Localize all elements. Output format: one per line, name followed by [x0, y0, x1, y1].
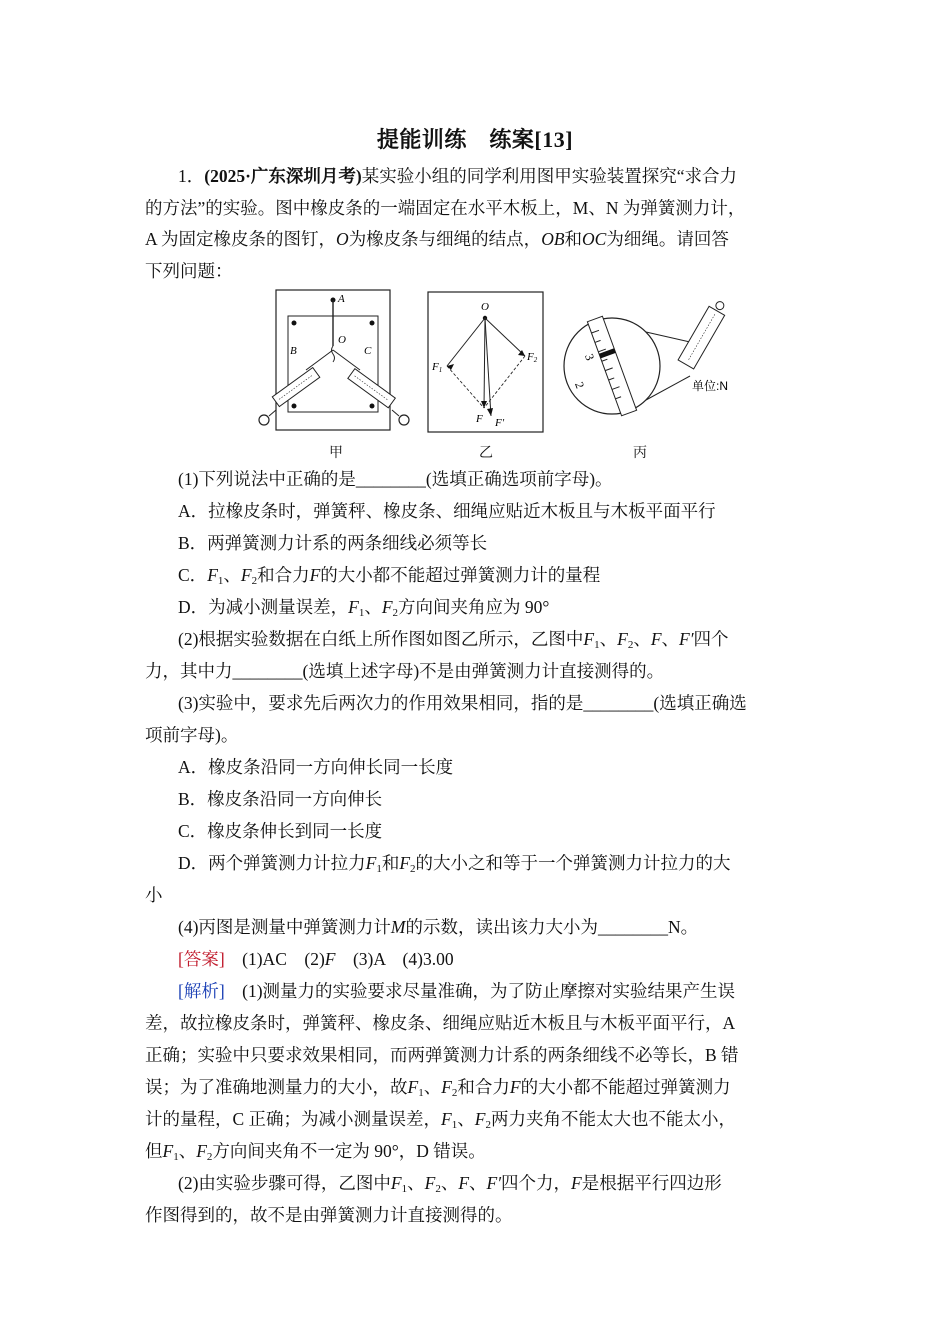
answer-text-1: (1)AC (2)	[224, 949, 325, 969]
sym-F: F	[509, 1077, 521, 1097]
label-F2-letter: F	[527, 351, 534, 363]
sub-two: 2	[206, 1151, 213, 1163]
q1-number: 1．	[178, 166, 205, 186]
sym-F: F	[309, 565, 321, 585]
sub-one: 1	[451, 1119, 458, 1131]
caption-yi: 乙	[479, 446, 493, 461]
sub4-M: M	[390, 917, 406, 937]
sub3-d-end: 的大小之和等于一个弹簧测力计拉力的大	[415, 853, 731, 873]
sub-two: 2	[251, 575, 258, 587]
sub1-c-pre: C．	[178, 565, 208, 585]
caption-bing: 丙	[633, 446, 647, 461]
sub-two: 2	[410, 863, 416, 875]
sub3-option-d	[178, 848, 810, 880]
sym-dun: 、	[457, 1109, 475, 1129]
sym-F: F	[424, 1173, 436, 1193]
sub4-pre: (4)丙图是测量中弹簧测力计	[178, 917, 391, 937]
analysis-4-pre: 误；为了准确地测量力的大小，故	[145, 1077, 408, 1097]
analysis-line-2: 差，故拉橡皮条时，弹簧秤、橡皮条、细绳应贴近木板且与木板平面平行，A	[145, 1013, 736, 1033]
sub3-line-2: 项前字母)。	[145, 725, 239, 745]
sub1-option-d	[178, 592, 810, 624]
label-F2-sub: 2	[533, 356, 538, 364]
sym-F: F	[617, 629, 628, 649]
q1-line-1	[178, 161, 810, 193]
q1-stem-3a: A 为固定橡皮条的图钉，	[145, 229, 337, 249]
analysis-line-6	[145, 1136, 810, 1168]
figure-bing	[560, 298, 740, 426]
label-F1-letter: F	[432, 361, 439, 373]
q1-stem-O: O	[336, 229, 349, 249]
label-F1-sub: 1	[438, 366, 443, 374]
sub-one: 1	[401, 1183, 408, 1195]
answer-text-2: (3)A (4)3.00	[335, 949, 454, 969]
q1-source: (2025·广东深圳月考)	[204, 166, 362, 186]
q1-stem-1: 某实验小组的同学利用图甲实验装置探究“求合力	[361, 166, 738, 186]
sub-one: 1	[173, 1151, 179, 1163]
sub3-option-b: B．橡皮条沿同一方向伸长	[178, 789, 383, 809]
analysis-line-1	[178, 976, 810, 1008]
label-C: C	[364, 345, 372, 357]
sym-F: F	[650, 629, 662, 649]
analysis-6-pre: 但	[145, 1141, 163, 1161]
q1-stem-3b: 为橡皮条与细绳的结点，	[348, 229, 542, 249]
sym-F: F	[571, 1173, 582, 1193]
analysis-line-4	[145, 1072, 810, 1104]
sub1-d-end: 方向间夹角应为 90°	[398, 597, 550, 617]
sub3-option-c: C．橡皮条伸长到同一长度	[178, 821, 383, 841]
sym-F: F	[583, 629, 595, 649]
label-F2	[526, 351, 538, 364]
q1-stem-OC: OC	[582, 229, 607, 249]
sub3-option-d-line-2: 小	[145, 885, 163, 905]
caption-jia: 甲	[329, 446, 343, 461]
sym-F: F	[381, 597, 393, 617]
label-F1	[431, 361, 442, 374]
label-F: F	[476, 413, 483, 425]
sym-F: F	[162, 1141, 174, 1161]
sym-dun: 、	[407, 1173, 425, 1193]
q1-stem-and: 和	[564, 229, 583, 249]
answer-F: F	[324, 949, 336, 969]
label-A: A	[338, 293, 345, 305]
sub3-d-mid: 和	[381, 853, 400, 873]
q1-line-2: 的方法”的实验。图中橡皮条的一端固定在水平木板上，M、N 为弹簧测力计，	[145, 198, 746, 218]
label-O-yi: O	[481, 301, 489, 313]
sub2-pre: (2)根据实验数据在白纸上所作图如图乙所示，乙图中	[178, 629, 584, 649]
sym-F: F	[407, 1077, 419, 1097]
q1-stem-3c: 为细绳。请回答	[606, 229, 729, 249]
sym-F: F	[399, 853, 411, 873]
sym-dun: 、	[469, 1173, 487, 1193]
sub4-end: 的示数，读出该力大小为________N。	[405, 917, 699, 937]
label-Fprime: F′	[495, 417, 505, 429]
q1-line-4: 下列问题：	[145, 261, 233, 281]
analysis-p2-mid: 四个力，	[501, 1173, 572, 1193]
sub-two: 2	[435, 1183, 441, 1195]
sub1-option-b: B．两弹簧测力计系的两条细线必须等长	[178, 533, 488, 553]
sub2-end: 四个	[693, 629, 729, 649]
sym-F: F	[441, 1109, 452, 1129]
sub-one: 1	[376, 863, 382, 875]
sub-two: 2	[451, 1087, 458, 1099]
sub1-option-a: A．拉橡皮条时，弹簧秤、橡皮条、细绳应贴近木板且与木板平面平行	[178, 501, 716, 521]
sym-F: F	[240, 565, 252, 585]
sub3-option-a: A．橡皮条沿同一方向伸长同一长度	[178, 757, 454, 777]
sym-dun: 、	[599, 629, 618, 649]
sub3-line-1: (3)实验中，要求先后两次力的作用效果相同，指的是________(选填正确选	[178, 693, 747, 713]
figure-yi	[427, 290, 547, 436]
sym-dun: 、	[178, 1141, 197, 1161]
analysis-5-pre: 计的量程，C 正确；为减小测量误差，	[145, 1109, 442, 1129]
q1-line-3	[145, 224, 810, 256]
sym-dun: 、	[633, 629, 651, 649]
analysis-p2-line-2: 作图得到的，故不是由弹簧测力计直接测得的。	[145, 1205, 513, 1225]
unit-label: 单位:N	[692, 379, 729, 393]
analysis-text-1: (1)测量力的实验要求尽量准确，为了防止摩擦对实验结果产生误	[224, 981, 736, 1001]
analysis-5-end: 两力夹角不能太大也不能太小，	[490, 1109, 736, 1129]
sub3-d-pre: D．两个弹簧测力计拉力	[178, 853, 366, 873]
label-O-jia: O	[338, 334, 346, 346]
sym-dun: 、	[423, 1077, 442, 1097]
sym-F: F	[207, 565, 218, 585]
sym-Fprime: F′	[486, 1173, 502, 1193]
sub-one: 1	[358, 607, 365, 619]
sub-two: 2	[627, 639, 634, 651]
sub-two: 2	[392, 607, 399, 619]
sub-one: 1	[217, 575, 224, 587]
sub-two: 2	[485, 1119, 491, 1131]
sub-one: 1	[594, 639, 600, 651]
sub1-c-end: 的大小都不能超过弹簧测力计的量程	[320, 565, 601, 585]
sub1-stem: (1)下列说法中正确的是________(选填正确选项前字母)。	[178, 469, 613, 489]
label-B: B	[290, 345, 297, 357]
scale-3: 3	[582, 351, 598, 363]
sub1-option-c	[178, 560, 810, 592]
analysis-4-end: 的大小都不能超过弹簧测力	[520, 1077, 731, 1097]
sym-F: F	[474, 1109, 486, 1129]
analysis-6-end: 方向间夹角不一定为 90°，D 错误。	[212, 1141, 486, 1161]
analysis-line-3: 正确；实验中只要求效果相同，而两弹簧测力计系的两条细线不必等长，B 错	[145, 1045, 739, 1065]
sym-F: F	[365, 853, 377, 873]
sym-F: F	[441, 1077, 452, 1097]
analysis-4-mid: 和合力	[457, 1077, 510, 1097]
sym-Fprime: F′	[679, 629, 694, 649]
page-title: 提能训练 练案[13]	[376, 127, 574, 152]
analysis-p2-pre: (2)由实验步骤可得，乙图中	[178, 1173, 391, 1193]
sub2-line-1	[178, 624, 810, 656]
sym-F: F	[348, 597, 359, 617]
sym-dun: 、	[661, 629, 680, 649]
sym-dun: 、	[223, 565, 241, 585]
analysis-p2-end: 是根据平行四边形	[581, 1173, 722, 1193]
sym-F: F	[458, 1173, 470, 1193]
analysis-tag: [解析]	[178, 981, 225, 1001]
q1-stem-OB: OB	[541, 229, 565, 249]
figure-jia	[254, 288, 414, 438]
sub4-line	[178, 912, 810, 944]
answer-line	[178, 944, 810, 976]
sym-F: F	[196, 1141, 207, 1161]
answer-tag: [答案]	[178, 949, 225, 969]
sym-dun: 、	[440, 1173, 459, 1193]
sub1-c-post: 和合力	[257, 565, 310, 585]
sub1-d-pre: D．为减小测量误差，	[178, 597, 349, 617]
analysis-line-5	[145, 1104, 810, 1136]
analysis-p2-line-1	[178, 1168, 810, 1200]
sub2-line-2: 力，其中力________(选填上述字母)不是由弹簧测力计直接测得的。	[145, 661, 665, 681]
scale-2: 2	[572, 379, 588, 391]
sym-dun: 、	[364, 597, 382, 617]
sym-F: F	[390, 1173, 402, 1193]
sub-one: 1	[418, 1087, 424, 1099]
